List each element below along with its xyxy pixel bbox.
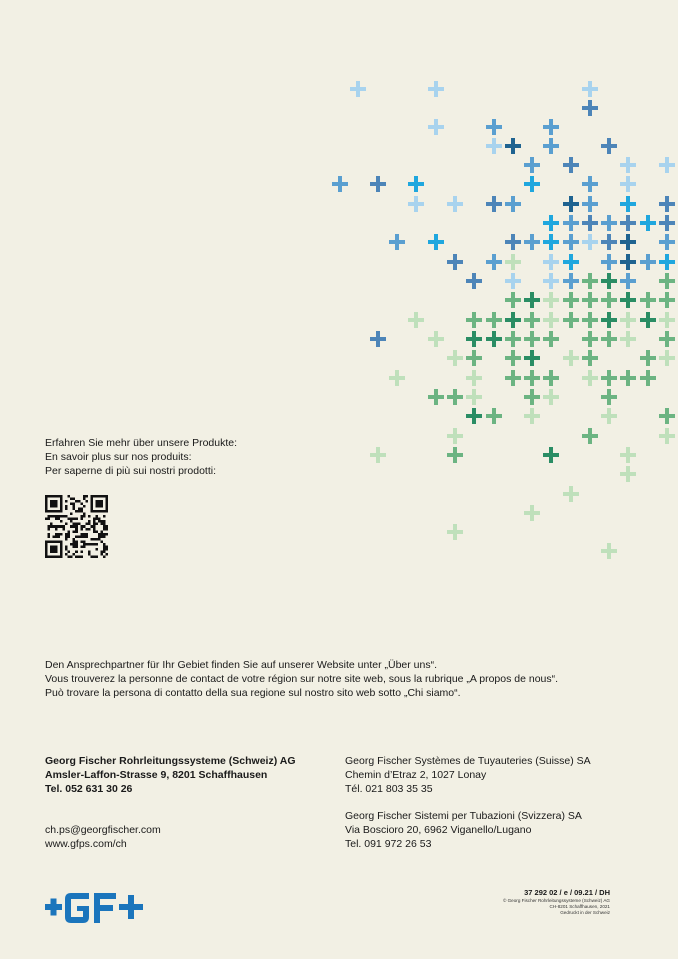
- plus-icon: [350, 81, 366, 97]
- plus-icon: [659, 273, 675, 289]
- street-address: Amsler-Laffon-Strasse 9, 8201 Schaffhausen: [45, 769, 268, 781]
- plus-icon: [582, 215, 598, 231]
- plus-icon: [620, 447, 636, 463]
- plus-icon: [486, 196, 502, 212]
- qr-code-icon[interactable]: [45, 495, 108, 558]
- plus-icon: [466, 312, 482, 328]
- plus-icon: [582, 331, 598, 347]
- plus-icon: [505, 331, 521, 347]
- plus-icon: [543, 370, 559, 386]
- plus-icon: [659, 350, 675, 366]
- plus-icon: [466, 273, 482, 289]
- plus-icon: [524, 157, 540, 173]
- plus-icon: [659, 428, 675, 444]
- plus-icon: [601, 234, 617, 250]
- plus-icon: [543, 234, 559, 250]
- contact-note-fr: Vous trouverez la personne de contact de votre région sur notre site web, sous la rubrique „A propos de nous“.: [45, 673, 559, 685]
- plus-icon: [486, 408, 502, 424]
- plus-icon: [582, 370, 598, 386]
- plus-icon: [601, 389, 617, 405]
- plus-icon: [620, 273, 636, 289]
- plus-icon: [486, 119, 502, 135]
- plus-icon: [563, 234, 579, 250]
- street-address: Via Boscioro 20, 6962 Viganello/Lugano: [345, 824, 532, 836]
- plus-icon: [524, 312, 540, 328]
- plus-icon: [601, 370, 617, 386]
- plus-icon: [408, 196, 424, 212]
- plus-icon: [620, 234, 636, 250]
- address-switzerland: [45, 754, 296, 796]
- email-link[interactable]: ch.ps@georgfischer.com: [45, 824, 161, 836]
- plus-icon: [620, 176, 636, 192]
- plus-icon: [601, 138, 617, 154]
- plus-icon: [543, 292, 559, 308]
- plus-icon: [408, 312, 424, 328]
- plus-icon: [408, 176, 424, 192]
- plus-icon: [563, 486, 579, 502]
- plus-icon: [370, 176, 386, 192]
- plus-icon: [659, 234, 675, 250]
- plus-icon: [601, 273, 617, 289]
- plus-icon: [466, 350, 482, 366]
- plus-icon: [428, 119, 444, 135]
- plus-icon: [505, 370, 521, 386]
- plus-icon: [620, 370, 636, 386]
- printed-line: Gedruckt in der Schweiz: [560, 910, 610, 915]
- plus-icon: [428, 81, 444, 97]
- street-address: Chemin d’Etraz 2, 1027 Lonay: [345, 769, 487, 781]
- plus-icon: [563, 350, 579, 366]
- plus-icon: [332, 176, 348, 192]
- plus-icon: [563, 273, 579, 289]
- plus-icon: [524, 176, 540, 192]
- plus-icon: [389, 234, 405, 250]
- plus-icon: [447, 524, 463, 540]
- plus-icon: [524, 234, 540, 250]
- plus-icon: [659, 196, 675, 212]
- plus-icon: [447, 389, 463, 405]
- plus-icon: [582, 100, 598, 116]
- plus-icon: [447, 196, 463, 212]
- company-name: Georg Fischer Systèmes de Tuyauteries (Suisse) SA: [345, 755, 591, 767]
- intro-it: Per saperne di più sui nostri prodotti:: [45, 465, 217, 477]
- plus-icon: [505, 196, 521, 212]
- plus-icon: [447, 447, 463, 463]
- copyright-line: © Georg Fischer Rohrleitungssysteme (Schweiz) AG: [502, 898, 610, 903]
- plus-icon: [524, 389, 540, 405]
- plus-icon: [659, 254, 675, 270]
- plus-icon: [659, 215, 675, 231]
- plus-icon: [601, 312, 617, 328]
- phone-number: Tél. 021 803 35 35: [345, 783, 433, 795]
- plus-icon: [505, 273, 521, 289]
- intro-fr: En savoir plus sur nos produits:: [45, 451, 192, 463]
- plus-icon: [582, 312, 598, 328]
- plus-icon: [601, 331, 617, 347]
- plus-icon: [640, 312, 656, 328]
- intro-de: Erfahren Sie mehr über unsere Produkte:: [45, 437, 238, 449]
- plus-icon: [659, 312, 675, 328]
- plus-icon: [620, 312, 636, 328]
- plus-icon: [486, 138, 502, 154]
- plus-icon: [447, 428, 463, 444]
- plus-icon: [370, 331, 386, 347]
- gf-logo: [45, 890, 160, 926]
- plus-icon: [543, 215, 559, 231]
- plus-icon: [620, 196, 636, 212]
- plus-icon: [620, 254, 636, 270]
- plus-icon: [582, 273, 598, 289]
- plus-icon: [582, 196, 598, 212]
- web-contact: [45, 823, 161, 851]
- plus-icon: [505, 234, 521, 250]
- plus-icon: [620, 466, 636, 482]
- plus-icon: [524, 350, 540, 366]
- address-italian: [345, 809, 582, 851]
- plus-icon: [466, 389, 482, 405]
- plus-icon: [524, 292, 540, 308]
- plus-icon: [389, 370, 405, 386]
- plus-icon: [447, 350, 463, 366]
- phone-number: Tel. 052 631 30 26: [45, 783, 133, 795]
- plus-icon: [601, 254, 617, 270]
- plus-icon: [466, 331, 482, 347]
- contact-note: [45, 658, 558, 700]
- plus-icon: [601, 408, 617, 424]
- plus-icon: [582, 350, 598, 366]
- plus-icon: [543, 312, 559, 328]
- plus-icon: [601, 215, 617, 231]
- plus-icon: [505, 138, 521, 154]
- plus-icon: [659, 157, 675, 173]
- plus-icon: [563, 196, 579, 212]
- plus-icon: [428, 234, 444, 250]
- plus-icon: [505, 292, 521, 308]
- plus-icon: [466, 408, 482, 424]
- plus-icon: [524, 370, 540, 386]
- plus-icon: [524, 408, 540, 424]
- plus-icon: [524, 331, 540, 347]
- plus-icon: [582, 292, 598, 308]
- plus-icon: [582, 81, 598, 97]
- plus-icon: [543, 273, 559, 289]
- plus-icon: [543, 447, 559, 463]
- plus-icon: [582, 234, 598, 250]
- address-french: [345, 754, 591, 796]
- plus-icon: [486, 312, 502, 328]
- plus-icon: [659, 292, 675, 308]
- plus-icon: [428, 331, 444, 347]
- plus-icon: [543, 389, 559, 405]
- plus-icon: [466, 370, 482, 386]
- plus-icon: [620, 215, 636, 231]
- plus-icon: [563, 254, 579, 270]
- plus-icon: [447, 254, 463, 270]
- phone-number: Tel. 091 972 26 53: [345, 838, 432, 850]
- plus-icon: [620, 331, 636, 347]
- plus-icon: [620, 157, 636, 173]
- plus-icon: [601, 543, 617, 559]
- plus-icon: [505, 312, 521, 328]
- plus-icon: [659, 408, 675, 424]
- company-name: Georg Fischer Rohrleitungssysteme (Schweiz) AG: [45, 755, 296, 767]
- website-link[interactable]: www.gfps.com/ch: [45, 838, 127, 850]
- plus-icon: [640, 350, 656, 366]
- plus-icon: [428, 389, 444, 405]
- plus-icon: [659, 331, 675, 347]
- plus-icon: [640, 215, 656, 231]
- plus-icon: [543, 138, 559, 154]
- plus-icon: [620, 292, 636, 308]
- plus-icon: [370, 447, 386, 463]
- contact-note-de: Den Ansprechpartner für Ihr Gebiet finden Sie auf unserer Website unter „Über uns“.: [45, 659, 438, 671]
- plus-icon: [486, 331, 502, 347]
- company-name: Georg Fischer Sistemi per Tubazioni (Svizzera) SA: [345, 810, 582, 822]
- intro-text: [45, 436, 237, 478]
- plus-icon: [563, 292, 579, 308]
- plus-icon: [640, 254, 656, 270]
- plus-icon: [524, 505, 540, 521]
- plus-icon: [505, 350, 521, 366]
- plus-icon: [640, 292, 656, 308]
- plus-icon: [543, 331, 559, 347]
- plus-icon: [563, 215, 579, 231]
- plus-icon: [543, 254, 559, 270]
- imprint: [503, 888, 610, 916]
- plus-icon: [543, 119, 559, 135]
- plus-icon: [563, 312, 579, 328]
- plus-icon: [486, 254, 502, 270]
- plus-icon: [582, 176, 598, 192]
- plus-icon: [640, 370, 656, 386]
- plus-icon: [582, 428, 598, 444]
- location-line: CH-8201 Schaffhausen, 2021: [549, 904, 610, 909]
- contact-note-it: Può trovare la persona di contatto della sua regione sul nostro sito web sotto „Chi siamo“.: [45, 687, 461, 699]
- document-code: 37 292 02 / e / 09.21 / DH: [524, 888, 610, 897]
- plus-icon: [601, 292, 617, 308]
- plus-icon: [505, 254, 521, 270]
- plus-icon: [563, 157, 579, 173]
